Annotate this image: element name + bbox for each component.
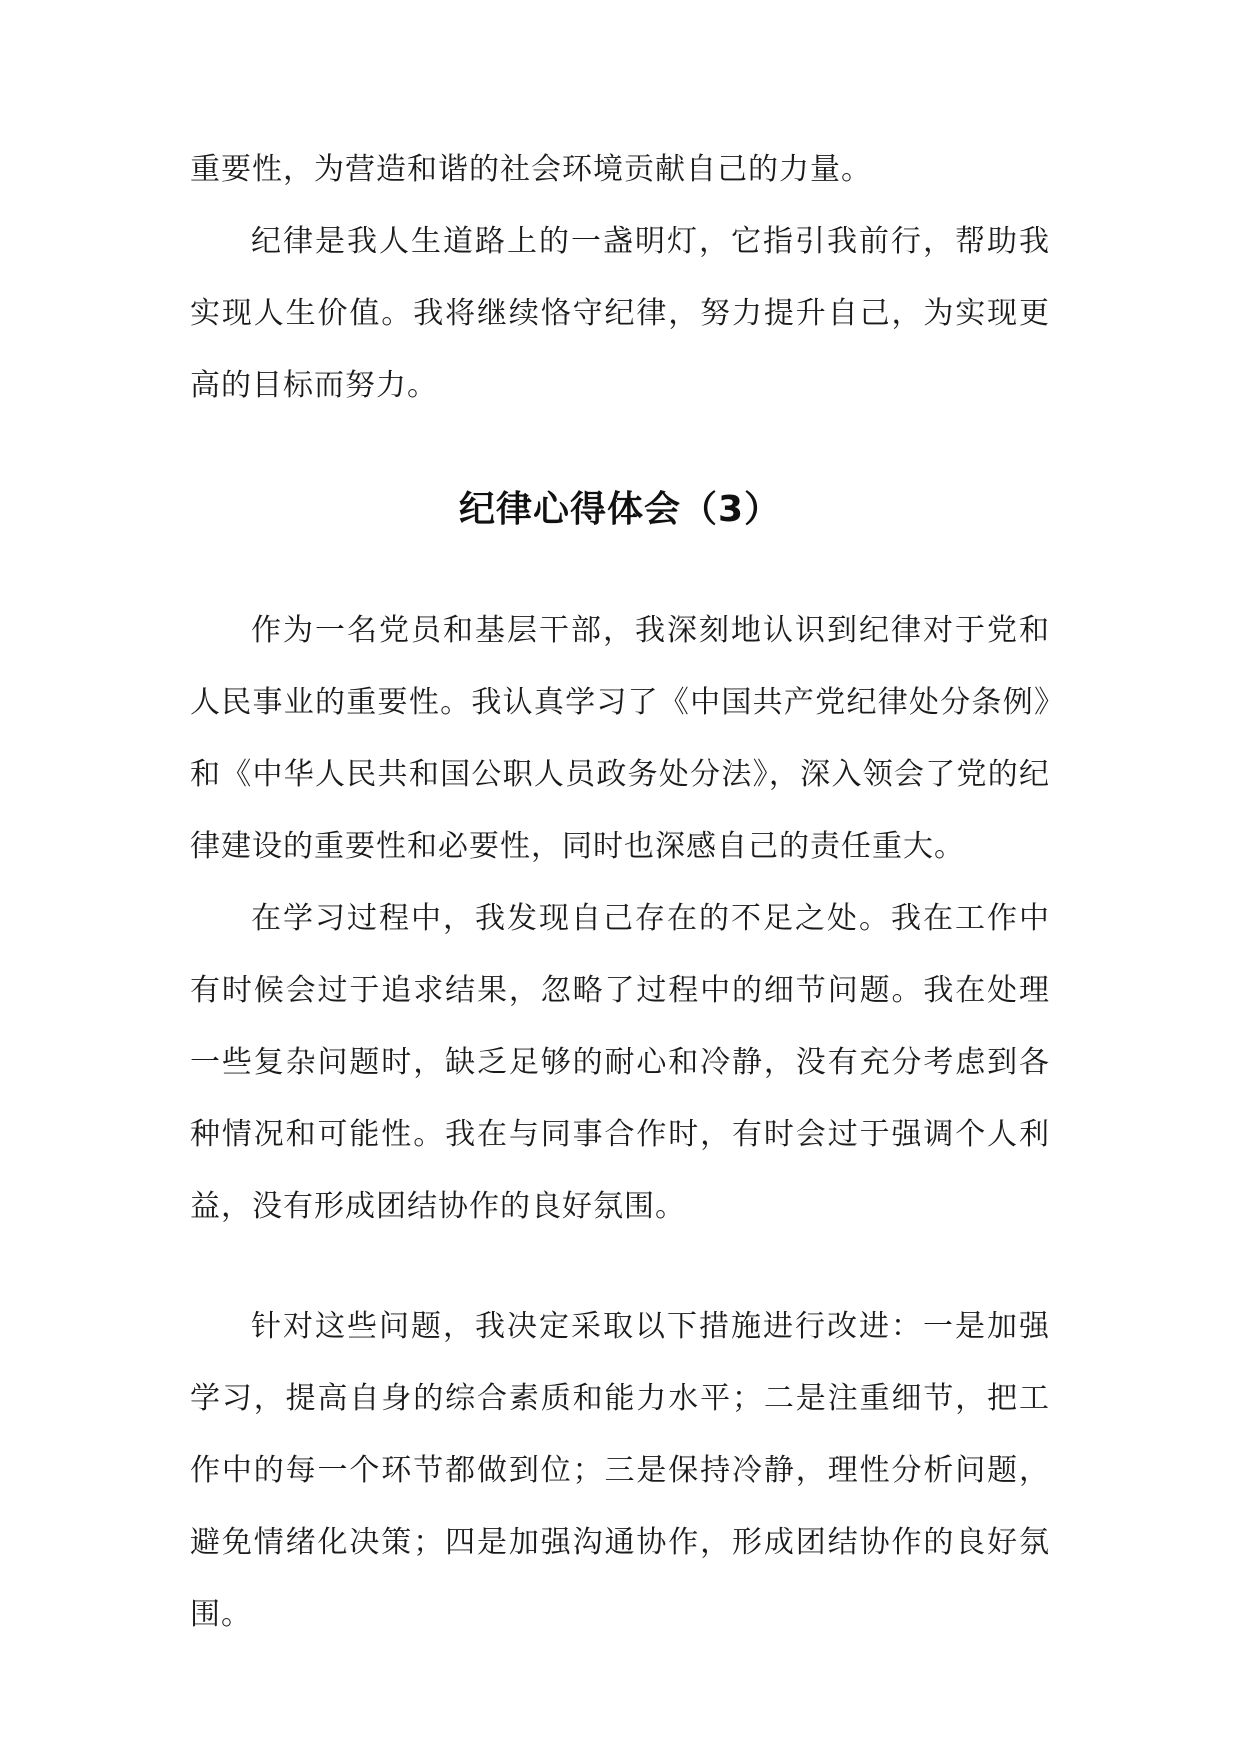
paragraph-discipline-lamp bbox=[190, 206, 1050, 422]
paragraph-intro bbox=[190, 595, 1050, 883]
section-title: 纪律心得体会（3） bbox=[458, 489, 782, 530]
paragraph-text: 纪律是我人生道路上的一盏明灯，它指引我前行，帮助我实现人生价值。我将继续恪守纪律，努力提升自己，为实现更高的目标而努力。 bbox=[190, 224, 1050, 403]
paragraph-measures bbox=[190, 1291, 1050, 1651]
paragraph-text: 针对这些问题，我决定采取以下措施进行改进：一是加强学习，提高自身的综合素质和能力水平；二是注重细节，把工作中的每一个环节都做到位；三是保持冷静，理性分析问题，避免情绪化决策；四是加强沟通协作，形成团结协作的良好氛围。 bbox=[190, 1309, 1050, 1632]
paragraph-shortcomings bbox=[190, 883, 1050, 1243]
paragraph-text: 作为一名党员和基层干部，我深刻地认识到纪律对于党和人民事业的重要性。我认真学习了《中国共产党纪律处分条例》和《中华人民共和国公职人员政务处分法》，深入领会了党的纪律建设的重要性和必要性，同时也深感自己的责任重大。 bbox=[190, 613, 1050, 864]
paragraph-continued bbox=[190, 134, 1050, 206]
paragraph-text: 重要性，为营造和谐的社会环境贡献自己的力量。 bbox=[190, 152, 872, 187]
paragraph-text: 在学习过程中，我发现自己存在的不足之处。我在工作中有时候会过于追求结果，忽略了过程中的细节问题。我在处理一些复杂问题时，缺乏足够的耐心和冷静，没有充分考虑到各种情况和可能性。我在与同事合作时，有时会过于强调个人利益，没有形成团结协作的良好氛围。 bbox=[190, 901, 1050, 1224]
